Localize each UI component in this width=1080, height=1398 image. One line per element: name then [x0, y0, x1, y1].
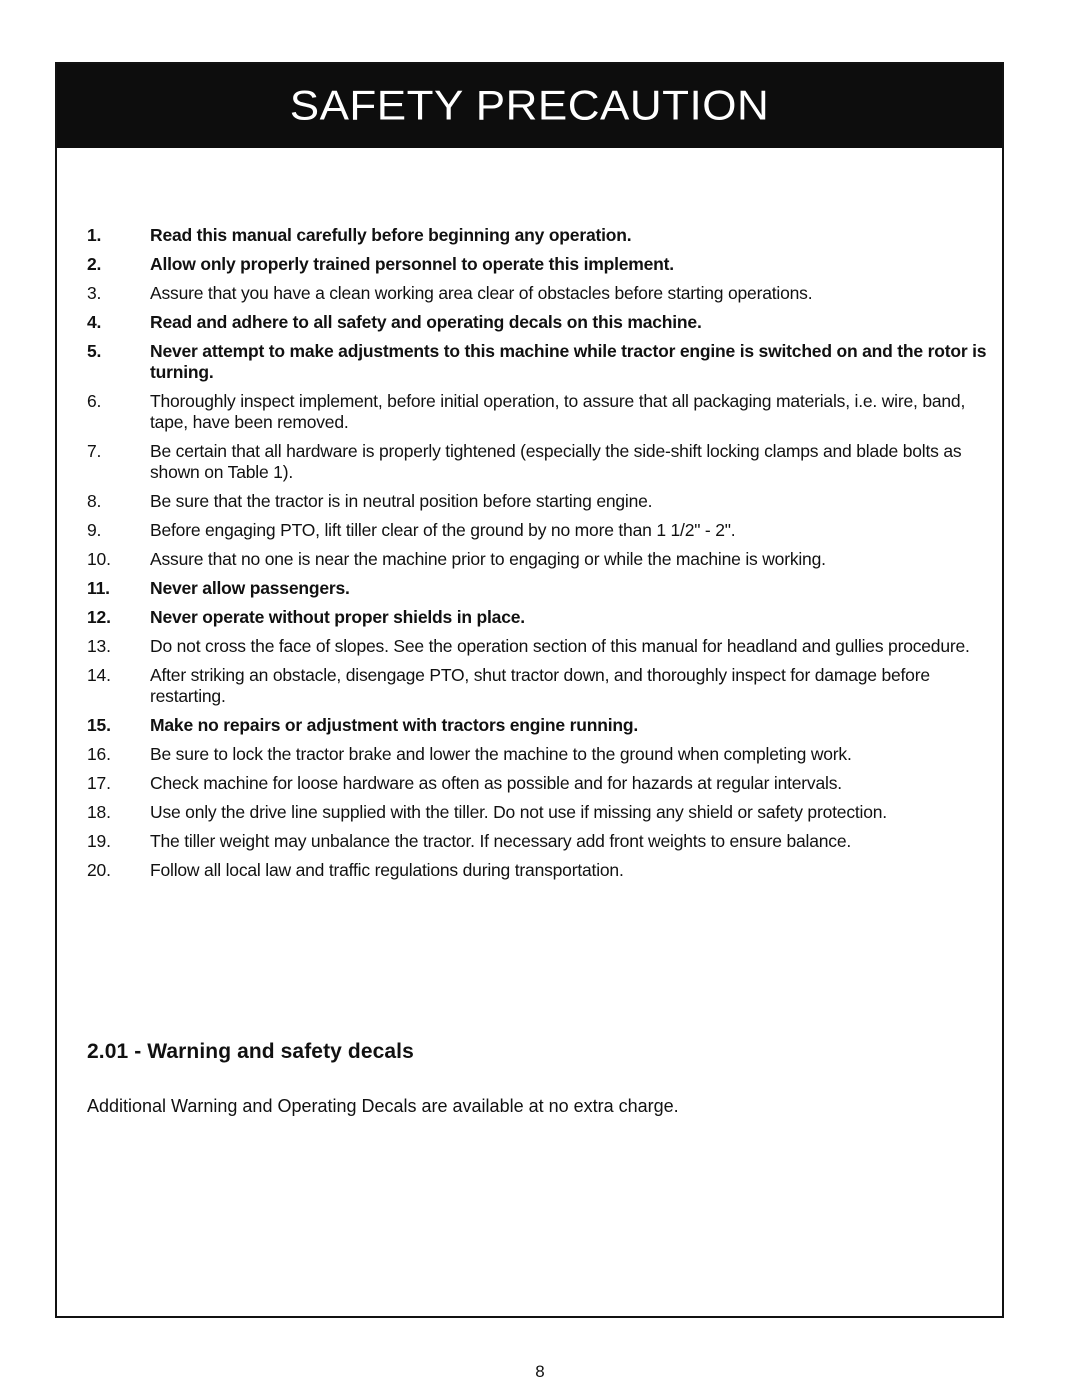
- list-item: [87, 254, 987, 275]
- rule-text: Make no repairs or adjustment with tractors engine running.: [150, 715, 639, 735]
- rule-text: After striking an obstacle, disengage PTO, shut tractor down, and thoroughly inspect for damage before restarting.: [150, 665, 930, 706]
- rule-text: The tiller weight may unbalance the tractor. If necessary add front weights to ensure balance.: [150, 831, 852, 851]
- page-title: SAFETY PRECAUTION: [289, 82, 770, 129]
- title-banner: [57, 64, 1002, 148]
- rule-text: Read this manual carefully before beginning any operation.: [150, 225, 632, 245]
- rule-text: Be sure to lock the tractor brake and lower the machine to the ground when completing work.: [150, 744, 852, 764]
- list-item: [87, 312, 987, 333]
- rule-text: Before engaging PTO, lift tiller clear of the ground by no more than 1 1/2" - 2".: [150, 520, 736, 540]
- list-item: [87, 665, 987, 707]
- rule-number: 6.: [87, 391, 102, 411]
- safety-rule-list: [87, 225, 987, 889]
- list-item: [87, 283, 987, 304]
- rule-text: Never operate without proper shields in place.: [150, 607, 525, 627]
- rule-number: 9.: [87, 520, 102, 540]
- section-heading: 2.01 - Warning and safety decals: [87, 1040, 414, 1063]
- rule-number: 20.: [87, 860, 111, 880]
- rule-number: 7.: [87, 441, 102, 461]
- rule-text: Be sure that the tractor is in neutral position before starting engine.: [150, 491, 653, 511]
- rule-text: Be certain that all hardware is properly tightened (especially the side-shift locking clamps and blade bolts as shown on Table 1).: [150, 441, 962, 482]
- rule-text: Check machine for loose hardware as often as possible and for hazards at regular intervals.: [150, 773, 842, 793]
- rule-number: 18.: [87, 802, 111, 822]
- list-item: [87, 441, 987, 483]
- rule-number: 13.: [87, 636, 111, 656]
- list-item: [87, 636, 987, 657]
- list-item: [87, 225, 987, 246]
- rule-number: 14.: [87, 665, 111, 685]
- rule-number: 17.: [87, 773, 111, 793]
- rule-number: 10.: [87, 549, 111, 569]
- rule-number: 3.: [87, 283, 102, 303]
- list-item: [87, 773, 987, 794]
- list-item: [87, 744, 987, 765]
- rule-number: 8.: [87, 491, 102, 511]
- rule-number: 11.: [87, 578, 110, 598]
- list-item: [87, 802, 987, 823]
- rule-number: 1.: [87, 225, 102, 245]
- rule-number: 19.: [87, 831, 111, 851]
- list-item: [87, 860, 987, 881]
- rule-number: 5.: [87, 341, 102, 361]
- list-item: [87, 607, 987, 628]
- rule-text: Never allow passengers.: [150, 578, 350, 598]
- list-item: [87, 715, 987, 736]
- list-item: [87, 491, 987, 512]
- rule-number: 2.: [87, 254, 102, 274]
- list-item: [87, 391, 987, 433]
- rule-text: Do not cross the face of slopes. See the operation section of this manual for headland and gullies procedure.: [150, 636, 970, 656]
- rule-text: Never attempt to make adjustments to this machine while tractor engine is switched on and the rotor is turning.: [150, 341, 987, 382]
- rule-number: 16.: [87, 744, 111, 764]
- rule-text: Thoroughly inspect implement, before initial operation, to assure that all packaging materials, i.e. wire, band, tape, have been removed.: [150, 391, 966, 432]
- page-frame: [55, 62, 1004, 1318]
- rule-text: Assure that you have a clean working area clear of obstacles before starting operations.: [150, 283, 813, 303]
- rule-text: Allow only properly trained personnel to operate this implement.: [150, 254, 674, 274]
- list-item: [87, 831, 987, 852]
- rule-number: 12.: [87, 607, 111, 627]
- list-item: [87, 578, 987, 599]
- rule-number: 15.: [87, 715, 111, 735]
- rule-text: Assure that no one is near the machine prior to engaging or while the machine is working.: [150, 549, 826, 569]
- rule-text: Read and adhere to all safety and operating decals on this machine.: [150, 312, 702, 332]
- page-number: 8: [535, 1362, 545, 1381]
- rule-text: Use only the drive line supplied with the tiller. Do not use if missing any shield or safety protection.: [150, 802, 887, 822]
- list-item: [87, 341, 987, 383]
- section-body-text: Additional Warning and Operating Decals are available at no extra charge.: [87, 1096, 679, 1116]
- rule-text: Follow all local law and traffic regulations during transportation.: [150, 860, 624, 880]
- list-item: [87, 549, 987, 570]
- list-item: [87, 520, 987, 541]
- rule-number: 4.: [87, 312, 102, 332]
